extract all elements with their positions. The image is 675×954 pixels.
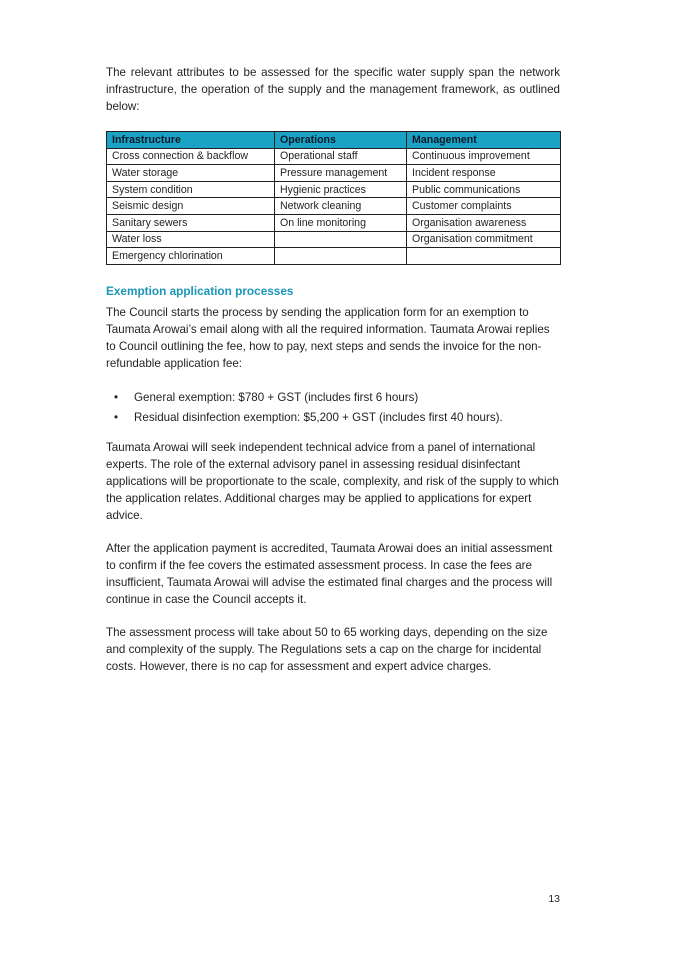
intro-paragraph: The relevant attributes to be assessed for the specific water supply span the network infrastructure, the operation of the supply and the management framework, as outlined below: (106, 66, 560, 113)
table-cell: Organisation commitment (407, 231, 561, 248)
process-paragraph: The Council starts the process by sending the application form for an exemption to Taumata Arowai’s email along with all the required information. Taumata Arowai replies to Council outlining the fee, how to pay, next steps and sends the invoice for the non-refundable application fee: (106, 306, 550, 370)
table-cell: On line monitoring (275, 214, 407, 231)
fee-text: Residual disinfection exemption: $5,200 + GST (includes first 40 hours). (134, 411, 503, 424)
section-heading: Exemption application processes (106, 284, 294, 298)
bullet-icon: • (114, 391, 119, 404)
table-row (107, 165, 561, 182)
table-cell (275, 231, 407, 248)
table-cell: Seismic design (107, 198, 275, 215)
table-row (107, 148, 561, 165)
table-cell: Emergency chlorination (107, 248, 275, 265)
table-row (107, 214, 561, 231)
table-cell: System condition (107, 181, 275, 198)
duration-paragraph: The assessment process will take about 50 to 65 working days, depending on the size and complexity of the supply. The Regulations sets a cap on the charge for incidental costs. However, there is no cap for assessment and expert advice charges. (106, 626, 548, 673)
table-cell (275, 248, 407, 265)
fee-text: General exemption: $780 + GST (includes first 6 hours) (134, 391, 419, 404)
list-item (106, 408, 560, 428)
table-row (107, 198, 561, 215)
table-cell: Incident response (407, 165, 561, 182)
payment-paragraph: After the application payment is accredited, Taumata Arowai does an initial assessment to confirm if the fee covers the estimated assessment process. In case the fees are insufficient, Taumata Arowai will advise the estimated final charges and the process will continue in case the Council accepts it. (106, 542, 553, 606)
table-cell: Sanitary sewers (107, 214, 275, 231)
table-header-row (107, 132, 561, 149)
table-cell: Hygienic practices (275, 181, 407, 198)
advice-paragraph: Taumata Arowai will seek independent technical advice from a panel of international experts. The role of the external advisory panel in assessing residual disinfectant applications will be proportionate to the scale, complexity, and risk of the supply to which the application relates. Additional charges may be applied to applications for expert advice. (106, 441, 559, 522)
header-management: Management (407, 132, 561, 149)
header-infrastructure: Infrastructure (107, 132, 275, 149)
table-row (107, 248, 561, 265)
table-cell: Network cleaning (275, 198, 407, 215)
bullet-icon: • (114, 411, 119, 424)
table-cell: Operational staff (275, 148, 407, 165)
table-cell: Public communications (407, 181, 561, 198)
table-cell: Cross connection & backflow (107, 148, 275, 165)
header-operations: Operations (275, 132, 407, 149)
list-item (106, 388, 560, 408)
table-cell: Organisation awareness (407, 214, 561, 231)
table-cell: Pressure management (275, 165, 407, 182)
page-number: 13 (548, 893, 560, 905)
table-row (107, 231, 561, 248)
fees-list (106, 388, 560, 428)
table-cell: Water storage (107, 165, 275, 182)
table-cell: Customer complaints (407, 198, 561, 215)
table-row (107, 181, 561, 198)
table-cell: Water loss (107, 231, 275, 248)
table-cell (407, 248, 561, 265)
table-cell: Continuous improvement (407, 148, 561, 165)
attributes-table (106, 131, 561, 265)
